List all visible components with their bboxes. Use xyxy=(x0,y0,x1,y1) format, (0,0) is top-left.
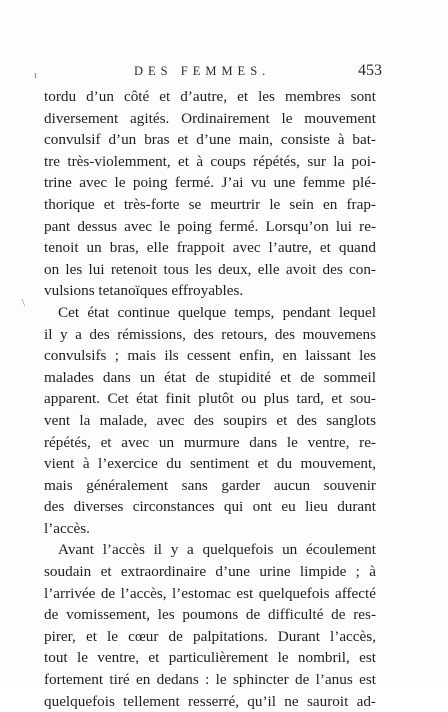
text-line: l’arrivée de l’accès, l’estomac est quelquefois affecté xyxy=(44,584,376,602)
text-line: Cet état continue quelque temps, pendant lequel xyxy=(58,303,376,321)
text-line: convulsif d’un bras et d’une main, consiste à bat- xyxy=(44,131,376,149)
text-line: diversement agités. Ordinairement le mouvement xyxy=(44,109,376,127)
text-line: vient à l’exercice du sentiment et du mouvement, xyxy=(44,455,376,473)
text-line: trine avec le poing fermé. J’ai vu une femme plé- xyxy=(44,174,376,192)
text-line: Avant l’accès il y a quelquefois un écoulement xyxy=(58,541,376,559)
text-line: tre très-violemment, et à coups répétés, sur la poi- xyxy=(44,152,376,170)
margin-mark: \ xyxy=(22,298,25,309)
text-line: il y a des rémissions, des retours, des mouvemens xyxy=(44,325,376,343)
text-line: pant dessus avec le poing fermé. Lorsqu’on lui re- xyxy=(44,217,376,235)
text-line: l’accès. xyxy=(44,519,90,537)
text-line: malades dans un état de stupidité et de sommeil xyxy=(44,368,376,386)
text-line: tenoit un bras, elle frappoit avec l’autre, et quand xyxy=(44,239,376,257)
body-text xyxy=(44,86,376,712)
text-line: quelquefois tellement resserré, qu’il ne sauroit ad- xyxy=(44,692,376,710)
page-header xyxy=(56,64,382,84)
text-line: fortement tiré en dedans : le sphincter de l’anus est xyxy=(44,671,376,689)
text-line: apparent. Cet état finit plutôt ou plus tard, et sou- xyxy=(44,390,376,408)
text-line: répétés, et avec un murmure dans le ventre, re- xyxy=(44,433,376,451)
text-line: des diverses circonstances qui ont eu lieu durant xyxy=(44,498,376,516)
text-line: on les lui retenoit tous les deux, elle avoit des con- xyxy=(44,260,376,278)
text-line: thorique et très-forte se meurtrir le sein en frap- xyxy=(44,195,376,213)
text-line: pirer, et le cœur de palpitations. Durant l’accès, xyxy=(44,627,376,645)
text-line: de vomissement, les poumons de difficulté de res- xyxy=(44,606,376,624)
text-line: convulsifs ; mais ils cessent enfin, en laissant les xyxy=(44,347,376,365)
text-line: tout le ventre, et particulièrement le nombril, est xyxy=(44,649,376,667)
text-line: vulsions tetanoïques effroyables. xyxy=(44,282,244,300)
text-line: tordu d’un côté et d’autre, et les membres sont xyxy=(44,88,376,105)
page-number: 453 xyxy=(358,62,382,79)
text-line: soudain et extraordinaire d’une urine limpide ; à xyxy=(44,563,376,581)
text-line: mais généralement sans garder aucun souvenir xyxy=(44,476,376,494)
margin-mark: ı xyxy=(34,70,37,81)
text-line: vent la malade, avec des soupirs et des sanglots xyxy=(44,411,376,429)
running-title: DES FEMMES. xyxy=(134,64,271,78)
